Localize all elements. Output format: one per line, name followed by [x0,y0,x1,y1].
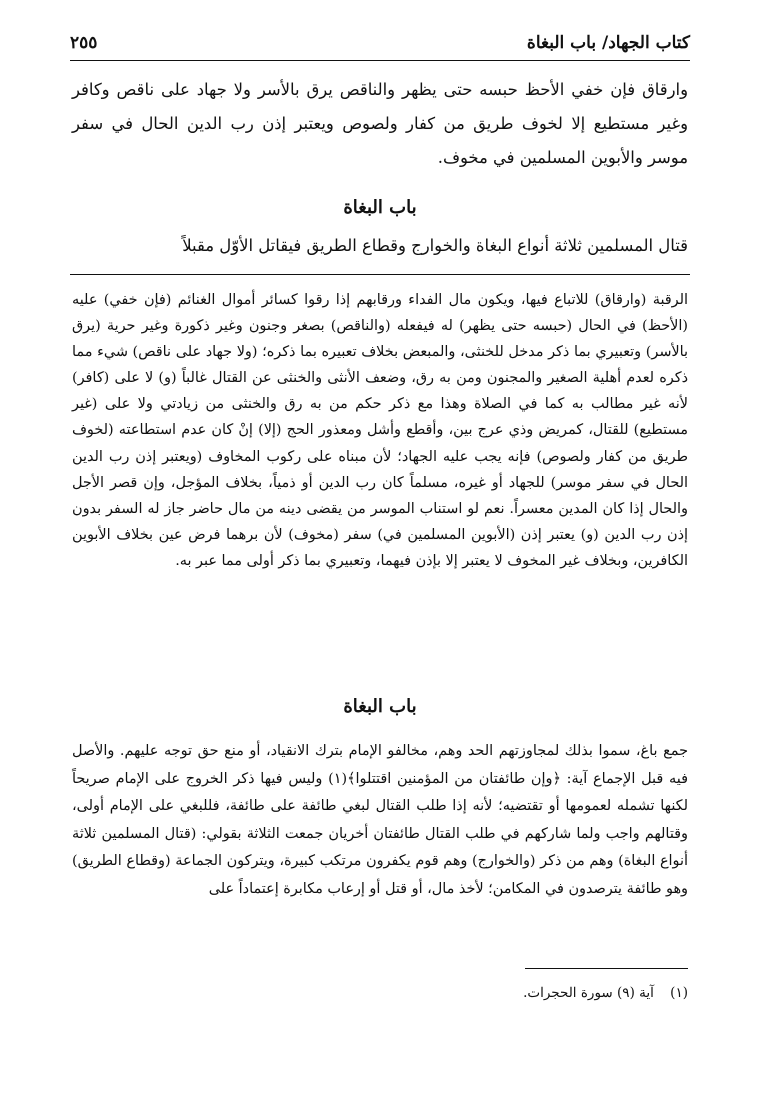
footnote-rule [525,968,688,969]
commentary-paragraph: الرقبة (وارقاق) للاتباع فيها، ويكون مال الفداء ورقابهم إذا رقوا كسائر أموال الغنائم (فإن خفي) عليه (الأحظ) في الحال (حبسه حتى يظهر) له فيفعله (والناقص) بصغر وجنون وغير ذكورة وغير حرية (يرق بالأسر) وتعبيري بما ذكر مدخل للخنثى، والمبعض بخلاف تعبيره بما ذكره؛ (ولا جهاد على ناقص) شيء مما ذكره لعدم أهلية الصغير والمجنون ومن به رق، وضعف الأنثى والخنثى عن القتال غالباً (و) لا على (كافر) لأنه غير مطالب به كما في الصلاة وهذا مع ذكر حكم من به رق والخنثى من زيادتي ولا على (غير مستطيع) للقتال، كمريض وذي عرج بين، وأقطع وأشل ومعذور الحج (إلا) إنْ كان عدم استطاعته (لخوف طريق من كفار ولصوص) فإنه يجب عليه الجهاد؛ لأن مبناه على ركوب المخاوف (ويعتبر إذن رب الدين الحال في سفر موسر) للجهاد أو غيره، مسلماً كان رب الدين أو ذمياً، بخلاف المؤجل، وإن قصر الأجل والحال إذا كان المدين معسراً. نعم لو استناب الموسر من يقضى دينه من مال حاضر جاز له السفر بدون إذن رب الدين (و) يعتبر إذن (الأبوين المسلمين في) سفر (مخوف) لأن برهما فرض عين بخلاف الأبوين الكافرين، وبخلاف غير المخوف لا يعتبر إلا بإذن فيهما، وتعبيري بما ذكر أولى مما عبر به. [72,292,688,569]
section-paragraph: جمع باغ، سموا بذلك لمجاوزتهم الحد وهم، مخالفو الإمام بترك الانقياد، أو منع حق توجه عليهم. والأصل فيه قبل الإجماع آية: ﴿وإن طائفتان من المؤمنين اقتتلوا﴾(١) وليس فيها ذكر الخروج على الإمام صريحاً لكنها تشمله لعمومها أو تقتضيه؛ لأنه إذا طلب القتال لبغي طائفة على طائفة، فللبغي على الإمام أولى، وقتالهم واجب ولما شاركهم في طلب القتال طائفتان أخريان جمعت الثلاثة بقولي: (قتال المسلمين ثلاثة أنواع البغاة) وهم من ذكر (والخوارج) وهم قوم يكفرون مرتكب كبيرة، ويتركون الجماعة (وقطاع الطريق) وهو طائفة يترصدون في المكامن؛ لأخذ مال، أو قتل أو إرعاب مكابرة إعتماداً على [72,743,688,897]
page-number: ٢٥٥ [70,33,98,53]
commentary-divider [70,274,690,275]
chapter-heading: باب البغاة [343,197,417,218]
matn-line: قتال المسلمين ثلاثة أنواع البغاة والخوارج وقطاع الطريق فيقاتل الأوّل مقبلاً [182,236,688,255]
running-title: كتاب الجهاد/ باب البغاة [526,33,690,53]
footnote-number: (١) [670,985,688,1001]
footnote [72,982,688,1004]
section-heading: باب البغاة [343,696,417,717]
running-header [70,30,690,56]
section-body [72,738,688,904]
matn-paragraph: وارقاق فإن خفي الأحظ حبسه حتى يظهر والناقص يرق بالأسر ولا جهاد على ناقص وكافر وغير مستطيع إلا لخوف طريق من كفار ولصوص ويعتبر إذن رب الدين الحال في سفر موسر والأبوين المسلمين في مخوف. [72,80,688,167]
header-rule [70,60,690,61]
footnote-text: آية (٩) سورة الحجرات. [523,985,654,1001]
matn-text [72,73,688,175]
commentary-text [72,287,688,574]
